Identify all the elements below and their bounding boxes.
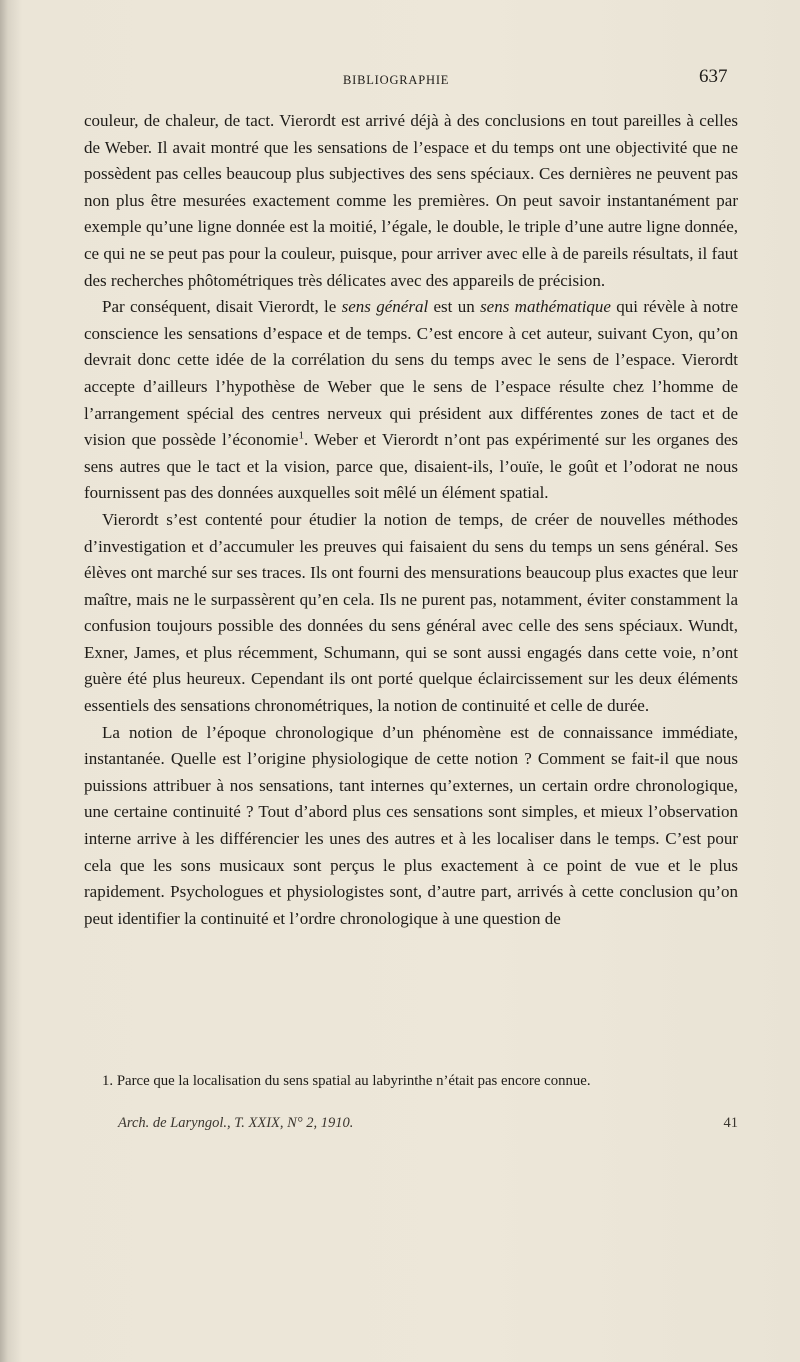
footnote-marker: 1. bbox=[102, 1073, 114, 1089]
page-number: 637 bbox=[699, 66, 728, 87]
paragraph bbox=[84, 507, 738, 720]
page-header bbox=[0, 66, 800, 90]
footnote-text: Parce que la localisation du sens spatial au labyrinthe n’était pas encore connue. bbox=[116, 1073, 591, 1089]
text-run: La notion de l’époque chronologique d’un phénomène est de connaissance immédiate, instantanée. Quelle est l’origine physiologique de cette notion ? Comment se fait-il que nous puissions attribuer à nos sensations, tant internes qu’externes, un certain ordre chronologique, une certaine continuité ? Tout d’abord plus ces sensations sont simples, et mieux l’observation interne arrive à les différencier les unes des autres et à les localiser dans le temps. C’est pour cela que les sons musicaux sont perçus le plus exactement à ce point de vue et le plus rapidement. Psychologues et physiologistes sont, d’autre part, arrivés à cette conclusion qu’on peut identifier la continuité et l’ordre chronologique à une question de bbox=[84, 722, 738, 928]
italic-term: sens mathématique bbox=[480, 297, 611, 317]
sheet-number: 41 bbox=[723, 1115, 738, 1131]
text-run: est un bbox=[428, 297, 481, 317]
printer-signature bbox=[118, 1115, 738, 1132]
footnote-reference: 1 bbox=[298, 429, 304, 442]
paragraph bbox=[84, 720, 738, 933]
italic-term: sens général bbox=[341, 297, 429, 317]
text-run: qui révèle à notre conscience les sensations d’espace et de temps. C’est encore à cet auteur, suivant Cyon, qu’on devrait donc cette idée de la corrélation du sens du temps avec le sens de l’espace. Vierordt accepte d’ailleurs l’hypothèse de Weber que le sens de l’espace résulte chez l’homme de l’arrangement spécial des centres nerveux qui président aux différentes zones de tact et de vision que possède l’économie bbox=[84, 297, 739, 450]
text-run: Vierordt s’est contenté pour étudier la notion de temps, de créer de nouvelles méthodes d’investigation et d’accumuler les preuves qui faisaient du sens du temps un sens général. Ses élèves ont marché sur ses traces. Ils ont fourni des mensurations beaucoup plus exactes que leur maître, mais ne le surpassèrent qu’en cela. Ils ne purent pas, notamment, éviter constamment la confusion toujours possible des données du sens général avec celle des sens spéciaux. Wundt, Exner, James, et plus récemment, Schumann, qui se sont aussi engagés dans cette voie, n’ont guère été plus heureux. Cependant ils ont porté quelque éclaircissement sur les deux éléments essentiels des sensations chronométriques, la notion de continuité et celle de durée. bbox=[84, 509, 738, 716]
footnote bbox=[84, 1070, 738, 1093]
text-run: Par conséquent, disait Vierordt, le bbox=[102, 297, 342, 317]
journal-signature: Arch. de Laryngol., T. XXIX, N° 2, 1910. bbox=[118, 1115, 354, 1131]
text-run: . Weber et Vierordt n’ont pas expérimenté sur les organes des sens autres que le tact et la vision, parce que, disaient-ils, l’ouïe, le goût et l’odorat ne nous fournissent pas des données auxquelles soit mêlé un élément spatial. bbox=[84, 430, 738, 503]
text-run: couleur, de chaleur, de tact. Vierordt est arrivé déjà à des conclusions en tout pareilles à celles de Weber. Il avait montré que les sensations de l’espace et du temps ont une objectivité que ne possèdent pas celles beaucoup plus subjectives des sens spéciaux. Ces dernières ne peuvent pas non plus être mesurées exactement comme les premières. On peut savoir instantanément par exemple qu’une ligne donnée est la moitié, l’égale, le double, le triple d’une autre ligne donnée, ce qui ne se peut pas pour la couleur, puisque, pour arriver avec elle à de pareils résultats, il faut des recherches phôtométriques très délicates avec des appareils de précision. bbox=[84, 111, 738, 290]
body-text bbox=[84, 108, 738, 932]
paragraph bbox=[84, 294, 738, 507]
running-head: BIBLIOGRAPHIE bbox=[343, 73, 450, 87]
paragraph bbox=[84, 108, 738, 294]
